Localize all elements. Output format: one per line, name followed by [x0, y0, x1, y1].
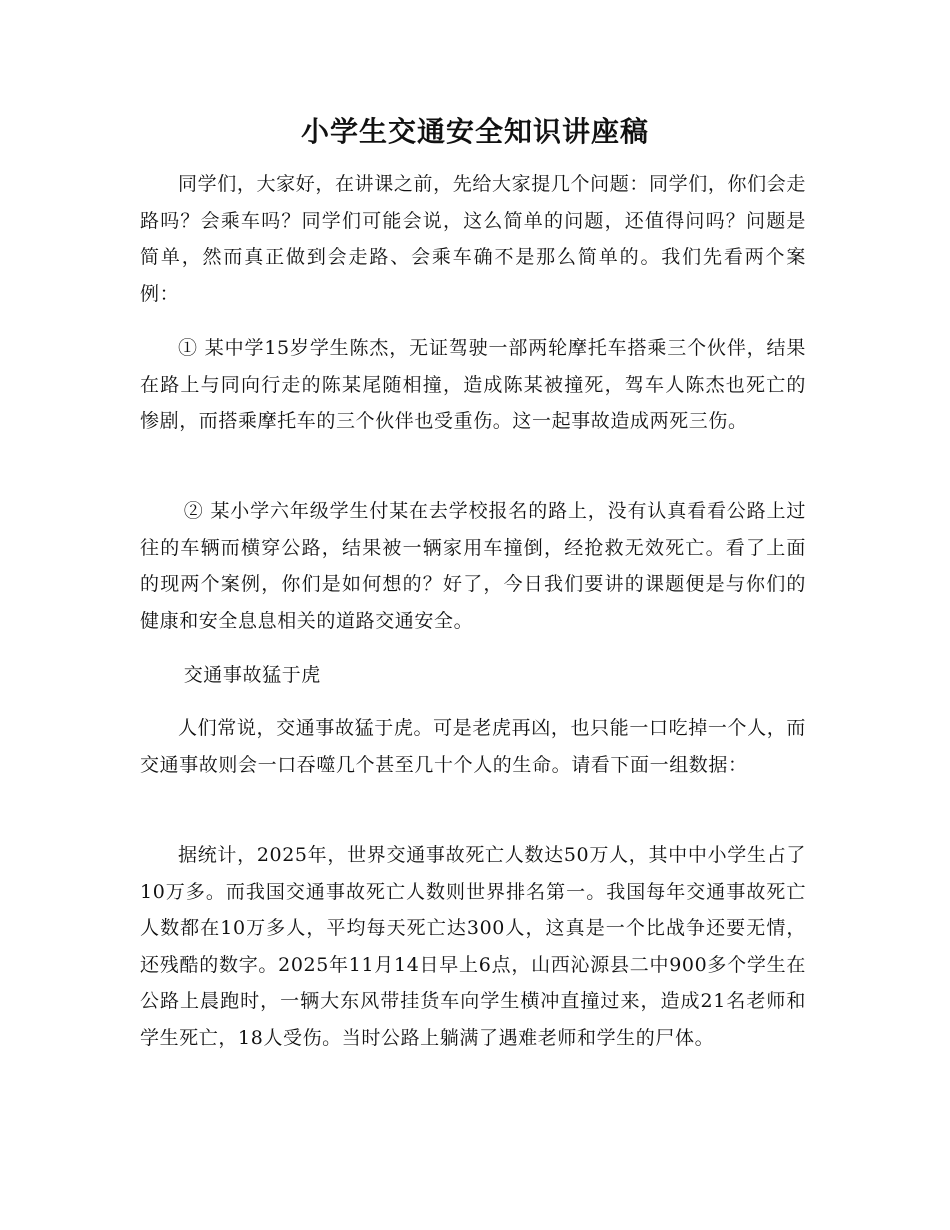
- paragraph-case-2: ② 某小学六年级学生付某在去学校报名的路上，没有认真看看公路上过往的车辆而横穿公路，结果被一辆家用车撞倒，经抢救无效死亡。看了上面的现两个案例，你们是如何想的？好了，今日我们要讲的课题便是与你们的健康和安全息息相关的道路交通安全。: [140, 500, 806, 632]
- paragraph-intro: 同学们，大家好，在讲课之前，先给大家提几个问题：同学们，你们会走路吗？会乘车吗？同学们可能会说，这么简单的问题，还值得问吗？问题是简单，然而真正做到会走路、会乘车确不是那么简单的。我们先看两个案例：: [140, 173, 806, 305]
- paragraph-case-1: ① 某中学15岁学生陈杰，无证驾驶一部两轮摩托车搭乘三个伙伴，结果在路上与同向行走的陈某尾随相撞，造成陈某被撞死，驾车人陈杰也死亡的惨剧，而搭乘摩托车的三个伙伴也受重伤。这一起事故造成两死三伤。: [140, 337, 806, 432]
- paragraph-statistics: 据统计，2025年，世界交通事故死亡人数达50万人，其中中小学生占了10万多。而我国交通事故死亡人数则世界排名第一。我国每年交通事故死亡人数都在10万多人，平均每天死亡达300人，这真是一个比战争还要无情，还残酷的数字。2025年11月14日早上6点，山西沁源县二中900多个学生在公路上晨跑时，一辆大东风带挂货车向学生横冲直撞过来，造成21名老师和学生死亡，18人受伤。当时公路上躺满了遇难老师和学生的尸体。: [140, 844, 806, 1049]
- paragraph-tiger: 人们常说，交通事故猛于虎。可是老虎再凶，也只能一口吃掉一个人，而交通事故则会一口吞噬几个甚至几十个人的生命。请看下面一组数据：: [140, 717, 806, 776]
- section-heading: 交通事故猛于虎: [183, 664, 321, 686]
- document-title: 小学生交通安全知识讲座稿: [300, 115, 649, 148]
